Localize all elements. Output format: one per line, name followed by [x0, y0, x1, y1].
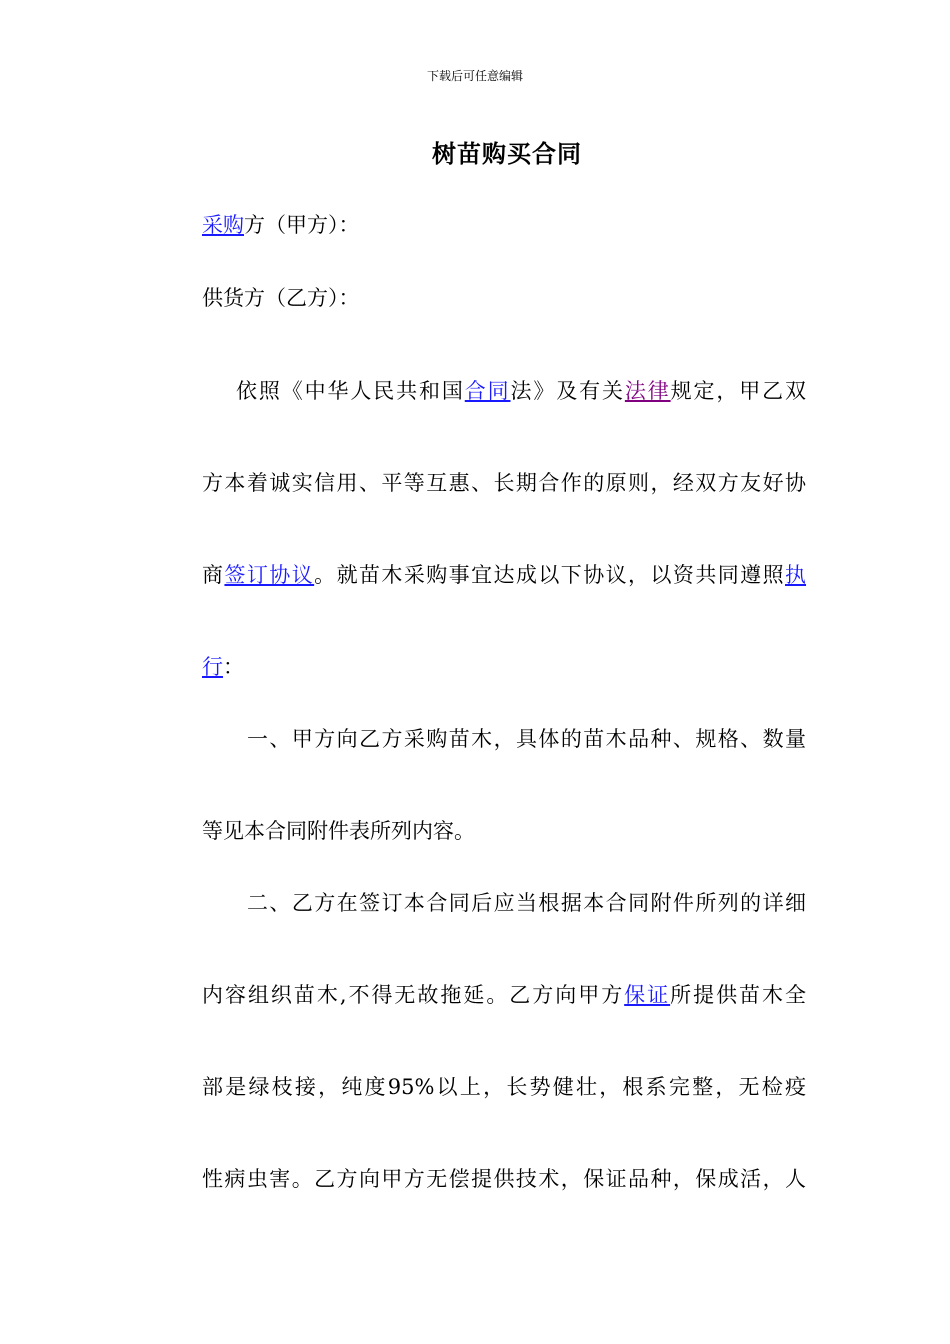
clause1-line2: 等见本合同附件表所列内容。	[202, 819, 475, 843]
link-law[interactable]: 法律	[624, 379, 671, 403]
party-b-line: 供货方（乙方）：	[202, 286, 360, 310]
link-execute-part1[interactable]: 执	[785, 563, 807, 587]
page-header: 下载后可任意编辑	[426, 69, 523, 83]
para1-line2: 方本着诚实信用、平等互惠、长期合作的原则，经双方友好协	[202, 471, 806, 495]
clause2-line2	[202, 981, 806, 1009]
text-segment: 内容组织苗木,不得无故拖延。乙方向甲方	[202, 983, 625, 1007]
text-segment: ：	[223, 655, 244, 679]
clause2-line1: 二、乙方在签订本合同后应当根据本合同附件所列的详细	[247, 891, 806, 915]
text-segment: 。就苗木采购事宜达成以下协议，以资共同遵照	[314, 563, 786, 587]
text-segment: 所提供苗木全	[670, 983, 806, 1007]
para1-line1	[236, 377, 806, 405]
para1-line3	[202, 561, 806, 589]
text-segment: 商	[202, 563, 225, 587]
link-purchase[interactable]: 采购	[202, 213, 244, 237]
clause2-line3: 部是绿枝接，纯度95%以上，长势健壮，根系完整，无检疫	[202, 1075, 806, 1099]
party-a-label: 方（甲方）：	[244, 213, 360, 237]
link-execute-part2[interactable]: 行	[202, 655, 223, 679]
party-a-line	[202, 211, 360, 239]
link-guarantee[interactable]: 保证	[624, 983, 671, 1007]
link-contract[interactable]: 合同	[464, 379, 511, 403]
document-title: 树苗购买合同	[432, 139, 582, 168]
para1-line4	[202, 653, 244, 681]
link-sign-agreement[interactable]: 签订协议	[224, 563, 315, 587]
text-segment: 规定，甲乙双	[670, 379, 806, 403]
text-segment: 依照《中华人民共和国	[236, 379, 465, 403]
clause1-line1: 一、甲方向乙方采购苗木，具体的苗木品种、规格、数量	[247, 727, 806, 751]
clause2-line4: 性病虫害。乙方向甲方无偿提供技术，保证品种，保成活，人	[202, 1167, 806, 1191]
text-segment: 法》及有关	[510, 379, 625, 403]
